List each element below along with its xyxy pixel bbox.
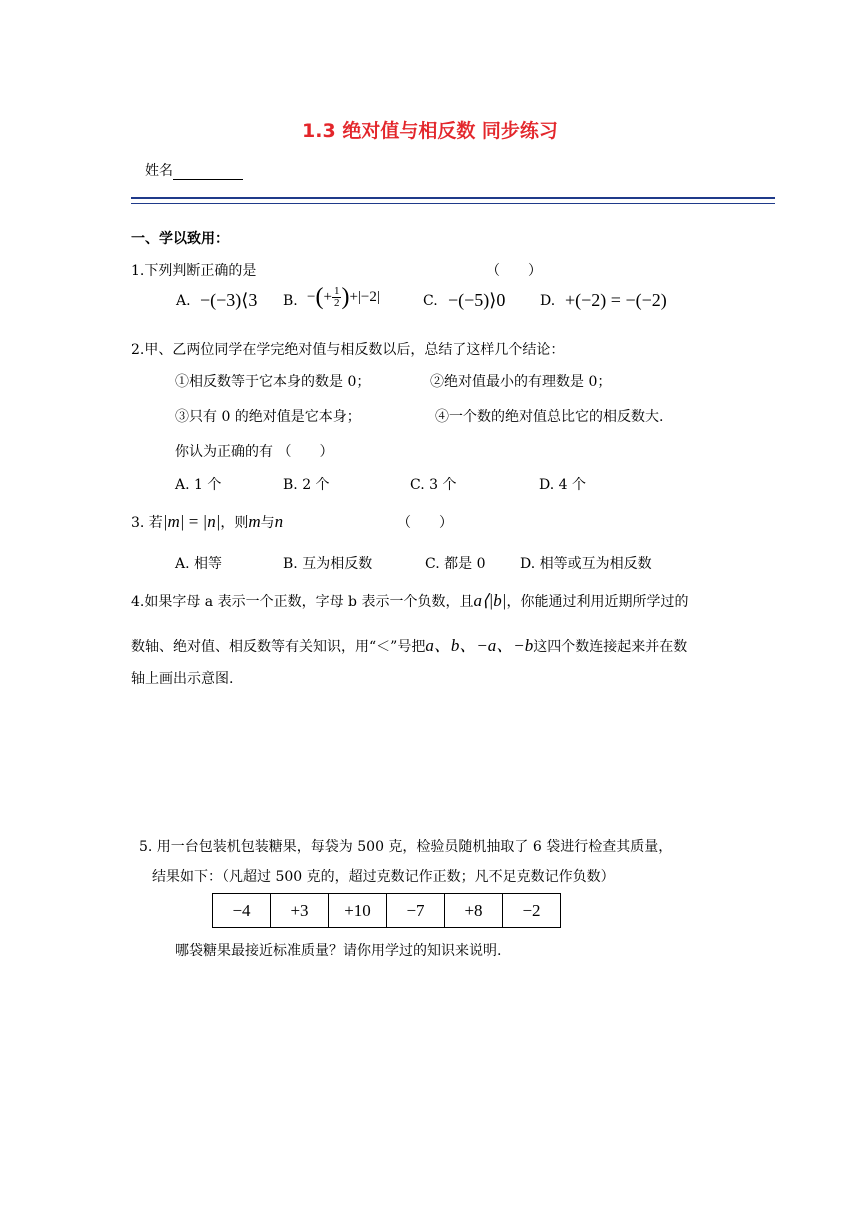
name-field [145,160,243,180]
q4-abs-b: ⟨|b| [481,591,507,610]
name-blank [173,166,243,180]
q1-option-c-expr: −(−5)⟩0 [448,290,506,310]
q3-prefix: 3. 若 [131,515,163,531]
q1-b-rest: +|−2| [349,288,380,305]
q1-stem: 1.下列判断正确的是 [131,263,257,279]
q1-option-a-expr: −(−3)⟨3 [200,290,258,310]
q3-stem [131,512,283,532]
q2-option-d: D. 4 个 [539,477,586,493]
q3-option-b: B. 互为相反数 [283,556,373,572]
q3-equals: = [184,512,203,531]
q3-and: 与 [260,515,275,531]
q3-option-c: C. 都是 0 [425,556,486,572]
header-rule-thick [131,197,775,199]
q4-line-2: 数轴、绝对值、相反数等有关知识，用“＜”号把a、b、−a、−b这四个数连接起来并在数 [131,636,688,655]
table-cell: −7 [387,894,445,928]
q1-option-d-expr: +(−2) = −(−2) [565,290,667,310]
q3-answer-paren: （ ） [397,515,453,531]
q3-option-d: D. 相等或互为相反数 [520,556,652,572]
section-heading: 一、学以致用： [131,231,229,247]
q1-option-b-label: B. [283,293,298,309]
q2-conclusion-2: ②绝对值最小的有理数是 0； [430,374,612,390]
q4-line-1: 4.如果字母 a 表示一个正数，字母 b 表示一个负数，且a⟨|b|，你能通过利用近期所学过的 [131,591,689,610]
q3-option-a: A. 相等 [175,556,223,572]
q3-abs-n: |n| [202,512,221,531]
q1-b-fraction: $\frac{1}{2}$ [333,285,340,309]
q2-option-b: B. 2 个 [283,477,330,493]
page-title: 1.3 绝对值与相反数 同步练习 [302,120,558,142]
q5-line-2: 结果如下：（凡超过 500 克的，超过克数记作正数；凡不足克数记作负数） [152,869,615,885]
q1-option-d-label: D. [540,293,556,309]
table-cell: +8 [445,894,503,928]
table-cell: +3 [271,894,329,928]
q1-option-b-expr: −(+ $\frac{1}{2}$ )+|−2| [307,284,380,310]
q1-option-c-label: C. [423,293,438,309]
q5-line-1: 5. 用一台包装机包装糖果，每袋为 500 克，检验员随机抽取了 6 袋进行检查其质量， [139,839,673,855]
q2-conclusion-1: ①相反数等于它本身的数是 0； [175,374,371,390]
q2-option-a: A. 1 个 [175,477,222,493]
table-cell: −2 [503,894,561,928]
q3-var-m: m [248,512,261,531]
q2-conclusion-3: ③只有 0 的绝对值是它本身； [175,409,361,425]
q5-mass-table [212,893,561,928]
name-label: 姓名 [145,163,173,179]
q2-stem: 2.甲、乙两位同学在学完绝对值与相反数以后，总结了这样几个结论： [131,342,565,358]
q2-question: 你认为正确的有 （ ） [175,444,334,460]
q3-var-n: n [274,512,284,531]
table-cell: −4 [213,894,271,928]
q4-var-a: a [473,591,482,610]
q4-line-3: 轴上画出示意图. [131,671,234,687]
q1-b-plus: + [323,288,332,305]
table-cell: +10 [329,894,387,928]
q1-b-minus: − [307,288,316,305]
q4-terms: a、b、−a、−b [425,636,534,655]
header-rule-thin [131,203,775,204]
q2-conclusion-4: ④一个数的绝对值总比它的相反数大. [435,409,664,425]
q3-mid: ，则 [220,515,249,531]
q1-answer-paren: （ ） [486,263,542,279]
q1-option-a-label: A. [176,293,191,309]
q2-option-c: C. 3 个 [410,477,457,493]
table-row [213,894,561,928]
q3-abs-m: |m| [162,512,185,531]
q5-question: 哪袋糖果最接近标准质量？请你用学过的知识来说明. [175,943,502,959]
